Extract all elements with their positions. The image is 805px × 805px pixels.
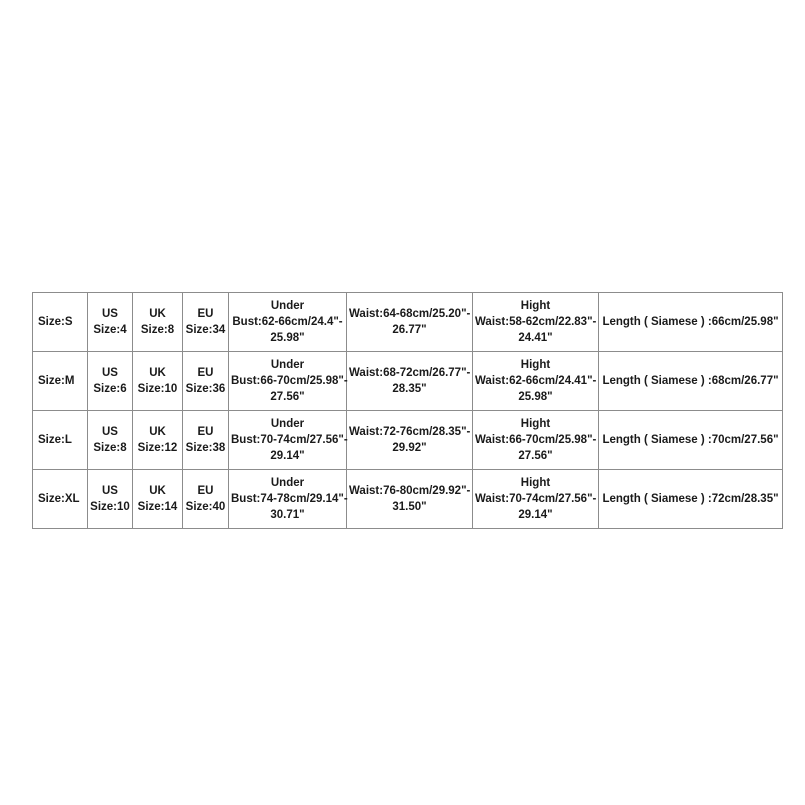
length-cell: Length ( Siamese ) :66cm/25.98" bbox=[599, 293, 783, 352]
us-value: Size:4 bbox=[93, 324, 127, 336]
us-label: US bbox=[102, 426, 118, 438]
waist-line-1: Waist:72-76cm/28.35"- bbox=[349, 426, 471, 438]
eu-label: EU bbox=[197, 485, 214, 497]
waist-cell bbox=[347, 352, 473, 411]
uk-size-cell bbox=[133, 352, 183, 411]
uk-size-cell bbox=[133, 470, 183, 529]
high-waist-line-3: 24.41" bbox=[518, 332, 553, 344]
us-value: Size:8 bbox=[93, 442, 127, 454]
waist-line-1: Waist:76-80cm/29.92"- bbox=[349, 485, 471, 497]
under-bust-cell bbox=[229, 293, 347, 352]
under-bust-line-3: 29.14" bbox=[270, 450, 305, 462]
uk-size-cell bbox=[133, 293, 183, 352]
high-waist-line-2: Waist:66-70cm/25.98"- bbox=[475, 434, 597, 446]
uk-value: Size:14 bbox=[137, 501, 178, 513]
table-row-size-l bbox=[33, 411, 783, 470]
high-waist-line-2: Waist:70-74cm/27.56"- bbox=[475, 493, 597, 505]
high-waist-cell bbox=[473, 352, 599, 411]
high-waist-cell bbox=[473, 470, 599, 529]
under-bust-line-1: Under bbox=[270, 359, 305, 371]
high-waist-line-1: Hight bbox=[520, 359, 551, 371]
high-waist-line-3: 29.14" bbox=[518, 509, 553, 521]
high-waist-line-2: Waist:58-62cm/22.83"- bbox=[475, 316, 597, 328]
uk-label: UK bbox=[149, 426, 166, 438]
us-size-cell bbox=[88, 411, 133, 470]
us-label: US bbox=[102, 308, 118, 320]
under-bust-line-2: Bust:70-74cm/27.56"- bbox=[231, 434, 348, 446]
uk-label: UK bbox=[149, 485, 166, 497]
waist-line-2: 31.50" bbox=[392, 501, 427, 513]
under-bust-cell bbox=[229, 411, 347, 470]
uk-label: UK bbox=[149, 367, 166, 379]
high-waist-cell bbox=[473, 411, 599, 470]
under-bust-line-1: Under bbox=[270, 477, 305, 489]
under-bust-line-1: Under bbox=[270, 418, 305, 430]
waist-line-1: Waist:64-68cm/25.20"- bbox=[349, 308, 471, 320]
waist-cell bbox=[347, 411, 473, 470]
waist-cell bbox=[347, 293, 473, 352]
high-waist-line-1: Hight bbox=[520, 418, 551, 430]
us-value: Size:6 bbox=[93, 383, 127, 395]
size-cell: Size:L bbox=[33, 411, 88, 470]
eu-label: EU bbox=[197, 308, 214, 320]
us-label: US bbox=[102, 367, 118, 379]
uk-label: UK bbox=[149, 308, 166, 320]
waist-line-2: 26.77" bbox=[392, 324, 427, 336]
table-row-size-m bbox=[33, 352, 783, 411]
size-cell: Size:XL bbox=[33, 470, 88, 529]
eu-size-cell bbox=[183, 352, 229, 411]
high-waist-cell bbox=[473, 293, 599, 352]
size-cell: Size:M bbox=[33, 352, 88, 411]
waist-line-1: Waist:68-72cm/26.77"- bbox=[349, 367, 471, 379]
size-chart-table bbox=[32, 292, 783, 529]
under-bust-line-3: 25.98" bbox=[270, 332, 305, 344]
under-bust-line-3: 30.71" bbox=[270, 509, 305, 521]
eu-size-cell bbox=[183, 470, 229, 529]
under-bust-line-2: Bust:66-70cm/25.98"- bbox=[231, 375, 348, 387]
uk-size-cell bbox=[133, 411, 183, 470]
us-size-cell bbox=[88, 352, 133, 411]
under-bust-cell bbox=[229, 352, 347, 411]
eu-label: EU bbox=[197, 367, 214, 379]
us-size-cell bbox=[88, 470, 133, 529]
high-waist-line-1: Hight bbox=[520, 300, 551, 312]
under-bust-line-3: 27.56" bbox=[270, 391, 305, 403]
uk-value: Size:10 bbox=[137, 383, 178, 395]
high-waist-line-3: 25.98" bbox=[518, 391, 553, 403]
eu-value: Size:40 bbox=[185, 501, 226, 513]
size-cell: Size:S bbox=[33, 293, 88, 352]
table-row-size-xl bbox=[33, 470, 783, 529]
eu-value: Size:38 bbox=[185, 442, 226, 454]
high-waist-line-3: 27.56" bbox=[518, 450, 553, 462]
high-waist-line-2: Waist:62-66cm/24.41"- bbox=[475, 375, 597, 387]
us-size-cell bbox=[88, 293, 133, 352]
under-bust-line-1: Under bbox=[270, 300, 305, 312]
eu-label: EU bbox=[197, 426, 214, 438]
waist-cell bbox=[347, 470, 473, 529]
length-cell: Length ( Siamese ) :68cm/26.77" bbox=[599, 352, 783, 411]
high-waist-line-1: Hight bbox=[520, 477, 551, 489]
table-row-size-s bbox=[33, 293, 783, 352]
eu-value: Size:34 bbox=[185, 324, 226, 336]
uk-value: Size:12 bbox=[137, 442, 178, 454]
waist-line-2: 28.35" bbox=[392, 383, 427, 395]
length-cell: Length ( Siamese ) :70cm/27.56" bbox=[599, 411, 783, 470]
eu-size-cell bbox=[183, 411, 229, 470]
us-label: US bbox=[102, 485, 118, 497]
eu-value: Size:36 bbox=[185, 383, 226, 395]
waist-line-2: 29.92" bbox=[392, 442, 427, 454]
under-bust-cell bbox=[229, 470, 347, 529]
us-value: Size:10 bbox=[90, 501, 130, 513]
length-cell: Length ( Siamese ) :72cm/28.35" bbox=[599, 470, 783, 529]
under-bust-line-2: Bust:74-78cm/29.14"- bbox=[231, 493, 348, 505]
uk-value: Size:8 bbox=[140, 324, 175, 336]
eu-size-cell bbox=[183, 293, 229, 352]
under-bust-line-2: Bust:62-66cm/24.4"- bbox=[232, 316, 343, 328]
